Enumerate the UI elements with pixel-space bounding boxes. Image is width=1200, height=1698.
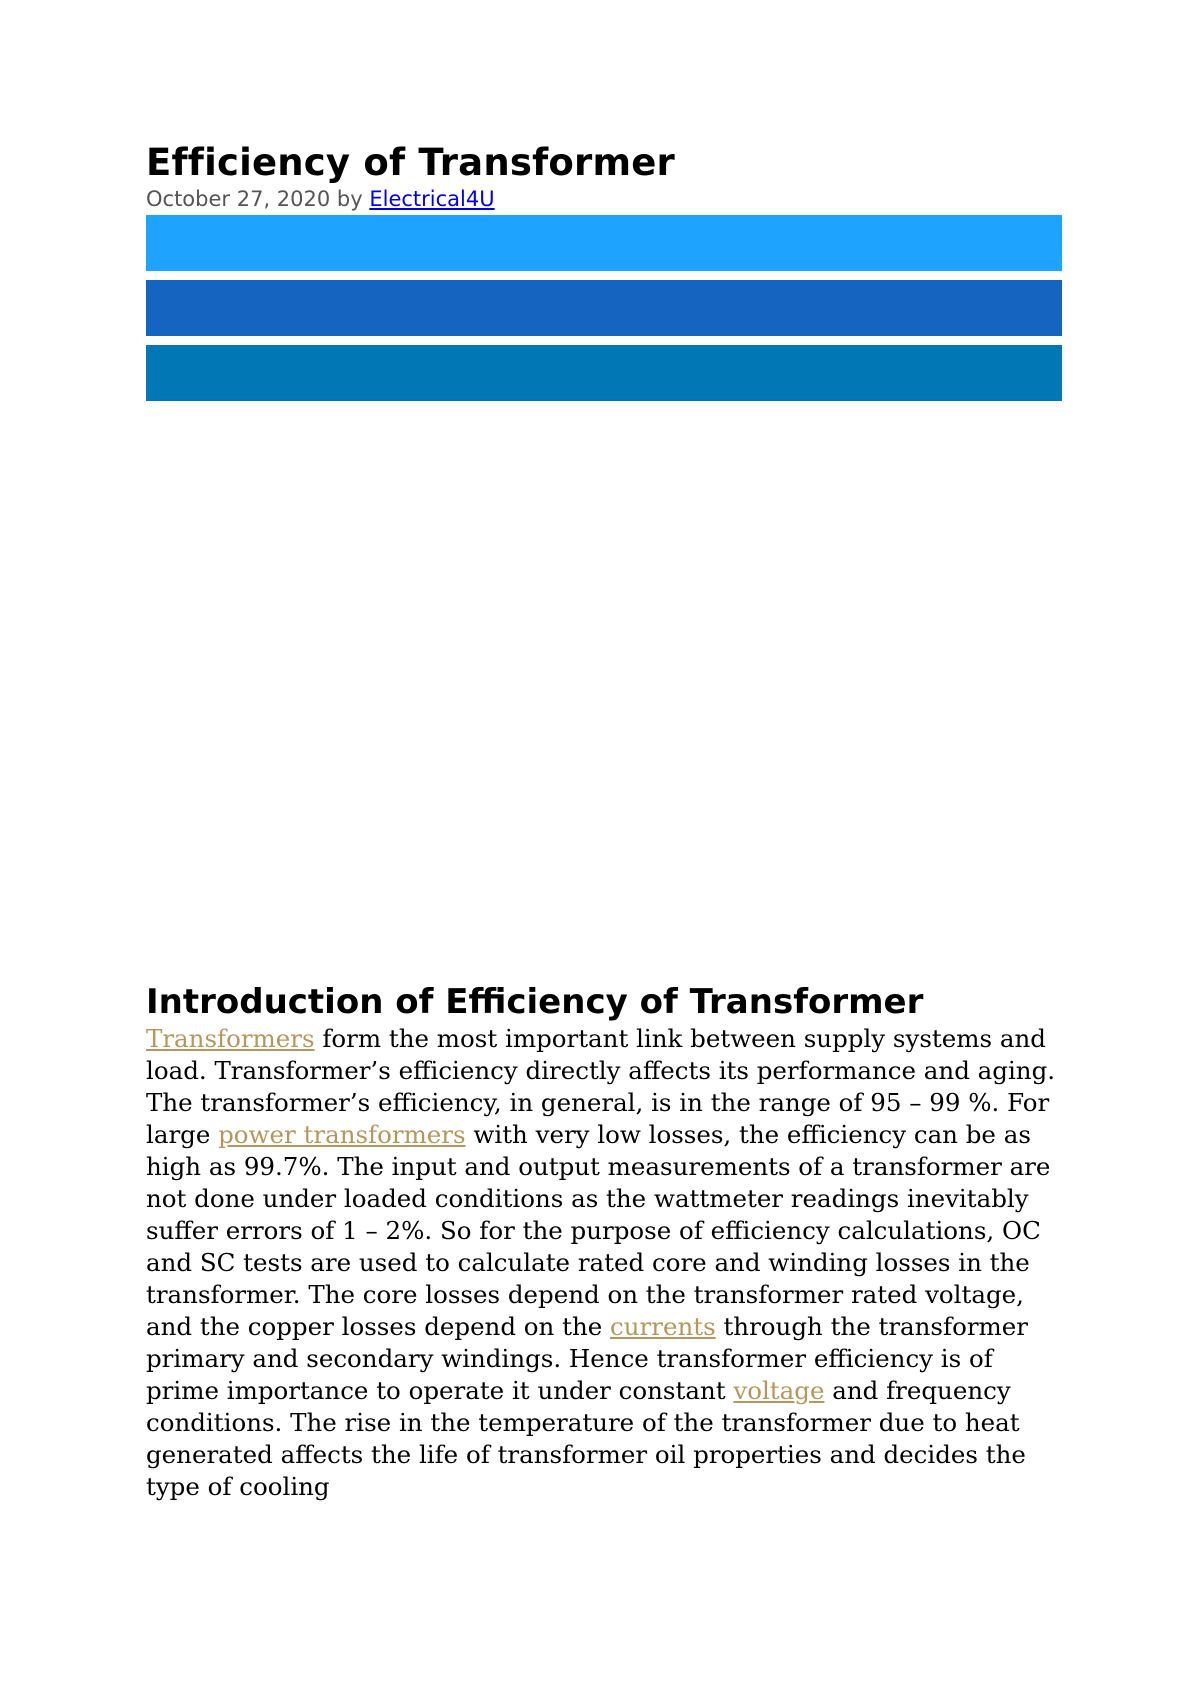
author-link[interactable]: Electrical4U <box>369 187 495 211</box>
link-voltage[interactable]: voltage <box>733 1376 825 1405</box>
link-power-transformers[interactable]: power transformers <box>218 1120 466 1149</box>
article <box>146 140 1062 1503</box>
paragraph-text-1: form the most important link between supply systems and load. Transformer’s efficiency directly affects its performance and aging. The transformer’s efficiency, in general, is in the range of 95 – 99 %. For large <box>146 1024 1056 1149</box>
banner-bar-1 <box>146 215 1062 271</box>
date-by-text: October 27, 2020 by <box>146 187 370 211</box>
paragraph-text-3: through the transformer primary and secondary windings. Hence transformer efficiency is of prime importance to operate it under constant <box>146 1312 1028 1405</box>
intro-paragraph <box>146 1023 1062 1503</box>
section-heading: Introduction of Efficiency of Transformer <box>146 982 924 1022</box>
article-meta <box>146 186 1062 212</box>
paragraph-text-4: and frequency conditions. The rise in the temperature of the transformer due to heat generated affects the life of transformer oil properties and decides the type of cooling <box>146 1376 1026 1501</box>
link-transformers[interactable]: Transformers <box>146 1024 315 1053</box>
paragraph-text-2: with very low losses, the efficiency can be as high as 99.7%. The input and output measurements of a transformer are not done under loaded conditions as the wattmeter readings inevitably suffer errors of 1 – 2%. So for the purpose of efficiency calculations, OC and SC tests are used to calculate rated core and winding losses in the transformer. The core losses depend on the transformer rated voltage, and the copper losses depend on the <box>146 1120 1051 1341</box>
page-title: Efficiency of Transformer <box>146 141 675 184</box>
banner-bar-2 <box>146 280 1062 336</box>
blank-area <box>146 401 1062 981</box>
link-currents[interactable]: currents <box>610 1312 716 1341</box>
banner-bar-3 <box>146 345 1062 401</box>
